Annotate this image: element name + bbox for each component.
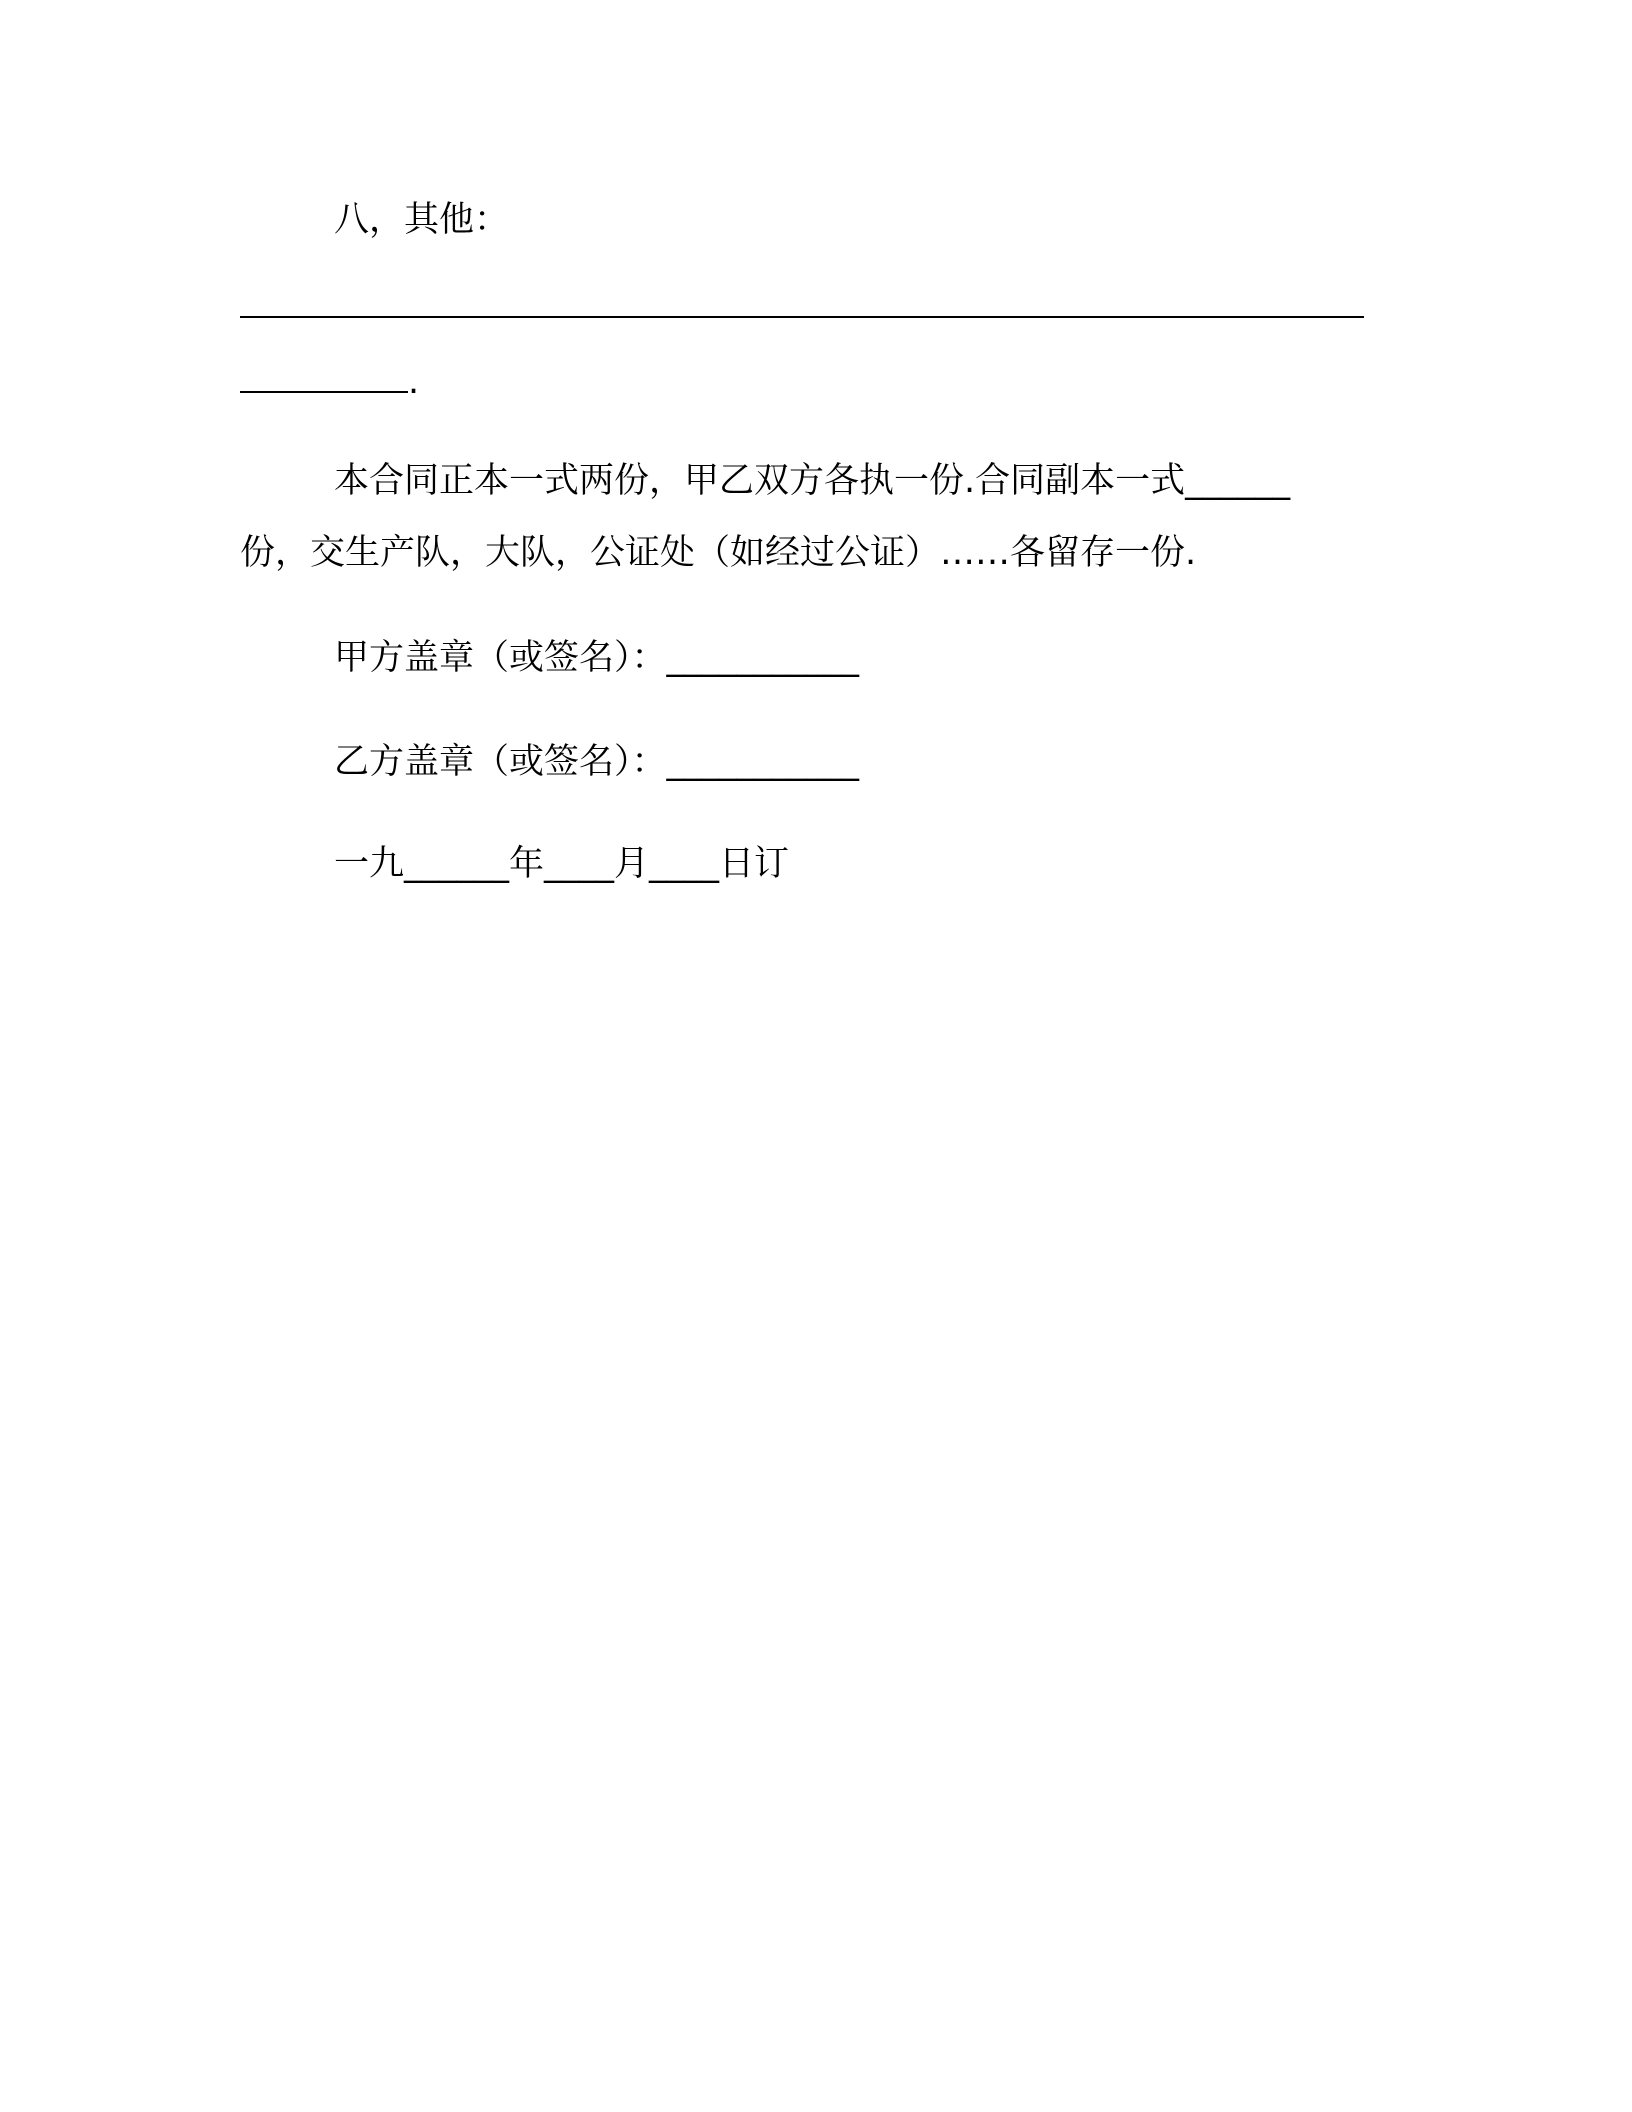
section-heading: 八，其他： — [334, 200, 510, 240]
copies-paragraph-line-2: 份，交生产队，大队，公证处（如经过公证）……各留存一份. — [240, 533, 1197, 573]
date-line: 一九______年____月____日订 — [334, 844, 790, 884]
blank-line-period: . — [408, 362, 420, 402]
party-b-signature-line: 乙方盖章（或签名）：___________ — [334, 742, 860, 782]
fill-in-blank-line-2 — [240, 391, 408, 393]
copies-paragraph-line-1: 本合同正本一式两份，甲乙双方各执一份.合同副本一式______ — [334, 461, 1291, 501]
party-a-signature-line: 甲方盖章（或签名）：___________ — [334, 638, 860, 678]
fill-in-blank-line-1 — [240, 316, 1364, 318]
